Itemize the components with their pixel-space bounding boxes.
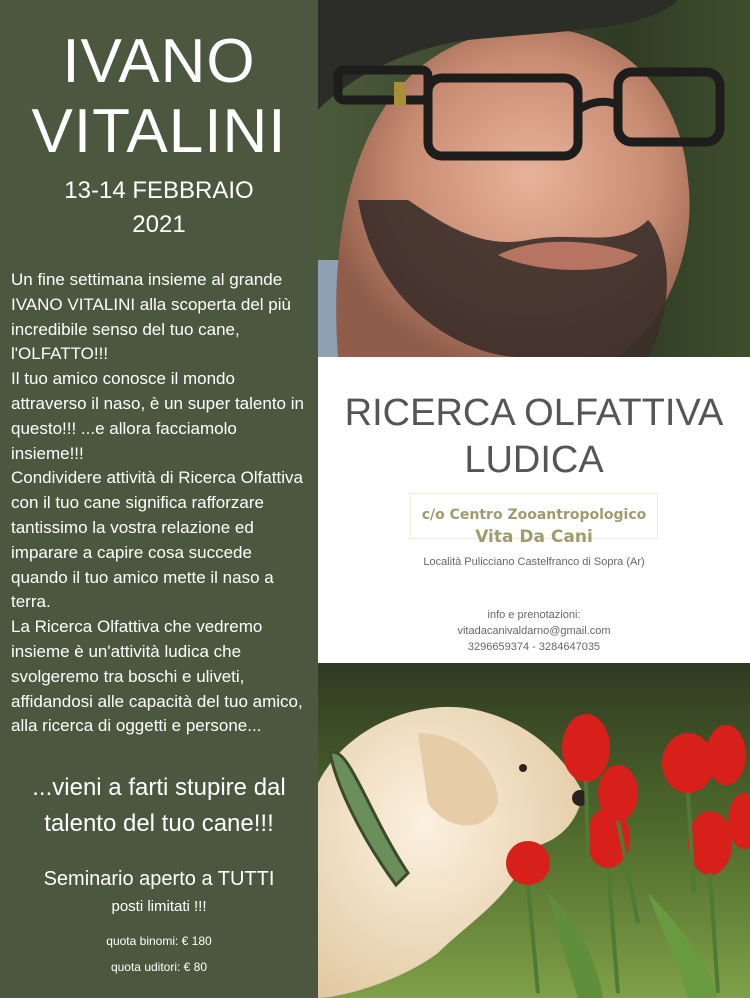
booking-label: info e prenotazioni: bbox=[487, 609, 581, 621]
puppy-photo bbox=[318, 663, 750, 998]
event-info-box bbox=[318, 357, 750, 663]
speaker-photo bbox=[318, 0, 750, 357]
speaker-name-line2: VITALINI bbox=[31, 97, 287, 166]
description-paragraph: Condividere attività di Ricerca Olfattiva con il tuo cane significa rafforzare tantissimo la vostra relazione ed imparare a capire cosa succede quando il tuo amico mette il naso a terra. bbox=[11, 468, 303, 612]
event-date-line1: 13-14 FEBBRAIO bbox=[64, 177, 254, 204]
booking-phones: 3296659374 - 3284647035 bbox=[467, 641, 601, 653]
description-paragraph: Il tuo amico conosce il mondo attraverso il naso, è un super talento in questo!!! ...e allora facciamolo insieme!!! bbox=[11, 369, 304, 463]
limited-seats-label: posti limitati !!! bbox=[111, 898, 207, 915]
info-panel bbox=[0, 0, 318, 998]
event-title-line1: RICERCA OLFATTIVA bbox=[344, 392, 724, 434]
callout bbox=[0, 770, 318, 842]
description-paragraph: Un fine settimana insieme al grande IVANO VITALINI alla scoperta del più incredibile senso del tuo cane, l'OLFATTO!!! bbox=[11, 270, 291, 364]
seminar-label: Seminario aperto a TUTTI bbox=[43, 868, 275, 890]
event-date bbox=[0, 174, 318, 242]
event-title-line2: LUDICA bbox=[464, 439, 604, 481]
callout-line1: ...vieni a farti stupire dal bbox=[32, 774, 286, 801]
speaker-photo-illustration bbox=[318, 0, 750, 357]
price-listener: quota uditori: € 80 bbox=[110, 960, 208, 974]
event-date-line2: 2021 bbox=[132, 211, 186, 238]
speaker-name-line1: IVANO bbox=[62, 27, 256, 96]
puppy-photo-illustration bbox=[318, 663, 750, 998]
description bbox=[11, 268, 313, 739]
venue-line2: Vita Da Cani bbox=[475, 527, 593, 547]
venue-line1: c/o Centro Zooantropologico bbox=[421, 507, 647, 523]
venue-location: Località Pulicciano Castelfranco di Sopra (Ar) bbox=[423, 556, 645, 568]
callout-line2: talento del tuo cane!!! bbox=[44, 810, 274, 837]
booking-email: vitadacanivaldarno@gmail.com bbox=[457, 625, 611, 637]
description-paragraph: La Ricerca Olfattiva che vedremo insieme è un'attività ludica che svolgeremo tra boschi e uliveti, affidandosi alle capacità del tuo amico, alla ricerca di oggetti e persone... bbox=[11, 617, 303, 736]
price-pair: quota binomi: € 180 bbox=[106, 934, 212, 948]
